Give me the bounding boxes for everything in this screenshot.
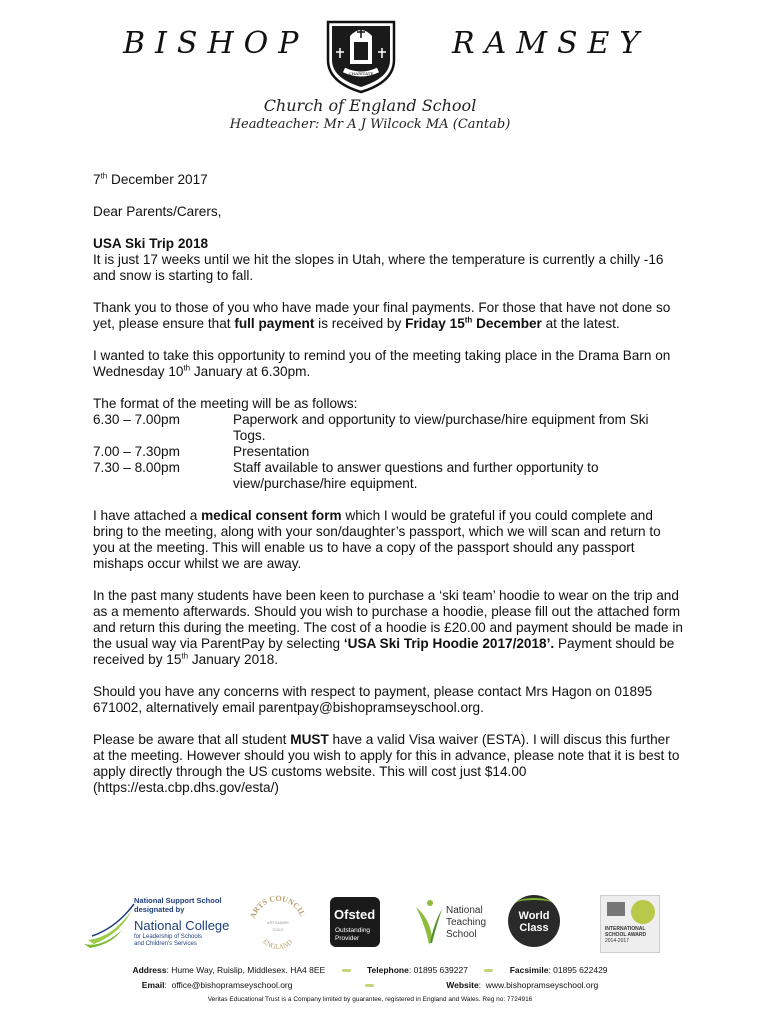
crest-motto: CHARITATE (348, 71, 374, 76)
schedule-row: 7.00 – 7.30pm Presentation (93, 444, 310, 459)
format-intro: The format of the meeting will be as follows: (93, 396, 358, 411)
footer-email[interactable]: office@bishopramseyschool.org (171, 980, 293, 990)
ofsted-logo: Ofsted Outstanding Provider (330, 897, 380, 947)
paragraph-meeting: I wanted to take this opportunity to remind you of the meeting taking place in the Drama Barn on Wednesday 10th January at 6.30pm. (93, 348, 671, 379)
separator-dot (365, 984, 374, 987)
paragraph-esta: Please be aware that all student MUST have a valid Visa waiver (ESTA). I will discus this further at the meeting. However should you wish to apply for this in advance, please note that it is best to apply directly through the US customs website. This will cost just $14.00 (https://esta.cbp.dhs.gov/esta/) (93, 732, 680, 795)
brand-left: BISHOP (123, 26, 309, 61)
arts-council-logo (246, 895, 310, 953)
headteacher: Headteacher: Mr A J Wilcock MA (Cantab) (229, 117, 511, 132)
paragraph-concerns: Should you have any concerns with respect to payment, please contact Mrs Hagon on 01895 671002, alternatively email parentpay@bishopramseyschool.org. (93, 684, 653, 715)
footer-legal: Veritas Educational Trust is a Company limited by guarantee, registered in England and Wales. Reg no: 7724916 (207, 996, 533, 1003)
separator-dot (484, 969, 493, 972)
paragraph-hoodie: In the past many students have been keen to purchase a ‘ski team’ hoodie to wear on the trip and as a memento afterwards. Should you wish to purchase a hoodie, please fill out the attached form and return this during the meeting. The cost of a hoodie is £20.00 and payment should be made in the usual way via ParentPay by selecting ‘USA Ski Trip Hoodie 2017/2018’. Payment should be received by 15th January 2018. (93, 588, 683, 667)
paragraph-payment: Thank you to those of you who have made your final payments. For those that have not done so yet, please ensure that full payment is received by Friday 15th December at the latest. (93, 300, 671, 331)
subject-heading: USA Ski Trip 2018 (93, 236, 209, 251)
school-name: Church of England School (263, 96, 477, 115)
arts-gold: GOLD (272, 927, 284, 932)
footer-contact-line1: Address: Hume Way, Ruislip, Middlesex. HA4 8EE Telephone: 01895 639227 Facsimile: 01895 622429 (132, 965, 608, 975)
schedule-row: 6.30 – 7.00pm Paperwork and opportunity to view/purchase/hire equipment from Ski Togs. (93, 412, 649, 443)
arts-council-top: ARTS COUNCIL (248, 895, 308, 920)
national-teaching-school-logo: National Teaching School (412, 895, 502, 949)
separator-dot (342, 969, 351, 972)
footer-contact-line2: Email: office@bishopramseyschool.org Website: www.bishopramseyschool.org (141, 980, 599, 990)
arts-mid: ARTSMARK (266, 920, 290, 925)
schedule-row: 7.30 – 8.00pm Staff available to answer questions and further opportunity to view/purchase/hire equipment. (93, 460, 599, 491)
arts-council-bottom: ENGLAND (261, 937, 295, 952)
salutation: Dear Parents/Carers, (93, 204, 222, 219)
national-college-logo: National Support School designated by National College for Leadership of Schools and Children's Services (82, 892, 242, 952)
footer-telephone: 01895 639227 (413, 965, 468, 975)
international-school-award-logo: INTERNATIONAL SCHOOL AWARD 2014-2017 (600, 895, 660, 953)
leaf-figure-icon (412, 897, 446, 947)
footer-facsimile: 01895 622429 (553, 965, 608, 975)
svg-text:ARTS COUNCIL (248, 895, 307, 920)
footer-address: Hume Way, Ruislip, Middlesex. HA4 8EE (171, 965, 326, 975)
paragraph-intro: USA Ski Trip 2018 It is just 17 weeks until we hit the slopes in Utah, where the temperature is currently a chilly -16 and snow is starting to fall. (93, 236, 664, 283)
letter-date: 7th December 2017 (93, 171, 208, 187)
swoosh-icon (82, 900, 142, 950)
svg-text:ENGLAND (261, 938, 294, 952)
school-crest-logo (322, 20, 400, 94)
world-class-logo: World Class (508, 895, 560, 947)
footer-website[interactable]: www.bishopramseyschool.org (485, 980, 599, 990)
meeting-schedule (93, 412, 683, 492)
paragraph-medical: I have attached a medical consent form which I would be grateful if you could complete and bring to the meeting, along with your son/daughter’s passport, which we will scan and return to you at the meeting. This will enable us to have a copy of the passport should any passport mishaps occur whilst we are away. (93, 508, 661, 571)
letter-body (93, 172, 683, 812)
brand-right: RAMSEY (452, 26, 650, 61)
